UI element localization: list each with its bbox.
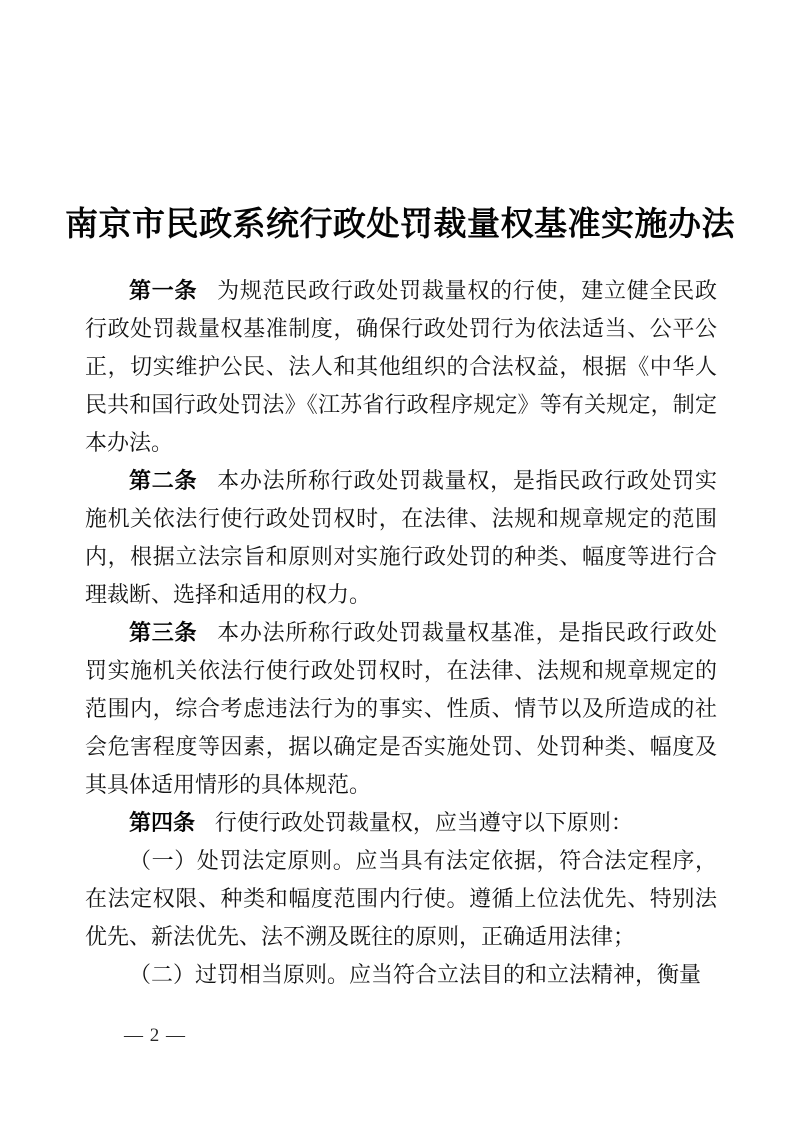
paragraph [85,842,717,956]
paragraph-text: （一）处罚法定原则。应当具有法定依据，符合法定程序，在法定权限、种类和幅度范围内行使。遵循上位法优先、特别法优先、新法优先、法不溯及既往的原则，正确适用法律； [85,848,717,949]
paragraph-text: （二）过罚相当原则。应当符合立法目的和立法精神，衡量 [129,962,702,987]
document-body [85,272,717,994]
paragraph [85,462,717,614]
paragraph-text: 行使行政处罚裁量权，应当遵守以下原则： [214,810,633,835]
article-number-label: 第三条 [129,620,198,645]
paragraph [85,956,717,994]
paragraph [85,614,717,804]
article-number-label: 第一条 [129,278,198,303]
paragraph [85,272,717,462]
page-title: 南京市民政系统行政处罚裁量权基准实施办法 [65,207,735,244]
paragraph-text: 本办法所称行政处罚裁量权，是指民政行政处罚实施机关依法行使行政处罚权时，在法律、法规和规章规定的范围内，根据立法宗旨和原则对实施行政处罚的种类、幅度等进行合理裁断、选择和适用的权力。 [85,468,717,607]
article-number-label: 第二条 [129,468,198,493]
page-number: — 2 — [124,1025,186,1046]
paragraph-text: 本办法所称行政处罚裁量权基准，是指民政行政处罚实施机关依法行使行政处罚权时，在法律、法规和规章规定的范围内，综合考虑违法行为的事实、性质、情节以及所造成的社会危害程度等因素，据以确定是否实施处罚、处罚种类、幅度及其具体适用情形的具体规范。 [85,620,717,797]
article-number-label: 第四条 [129,810,196,835]
paragraph-text: 为规范民政行政处罚裁量权的行使，建立健全民政行政处罚裁量权基准制度，确保行政处罚行为依法适当、公平公正，切实维护公民、法人和其他组织的合法权益，根据《中华人民共和国行政处罚法》《江苏省行政程序规定》等有关规定，制定本办法。 [85,278,717,455]
paragraph [85,804,717,842]
